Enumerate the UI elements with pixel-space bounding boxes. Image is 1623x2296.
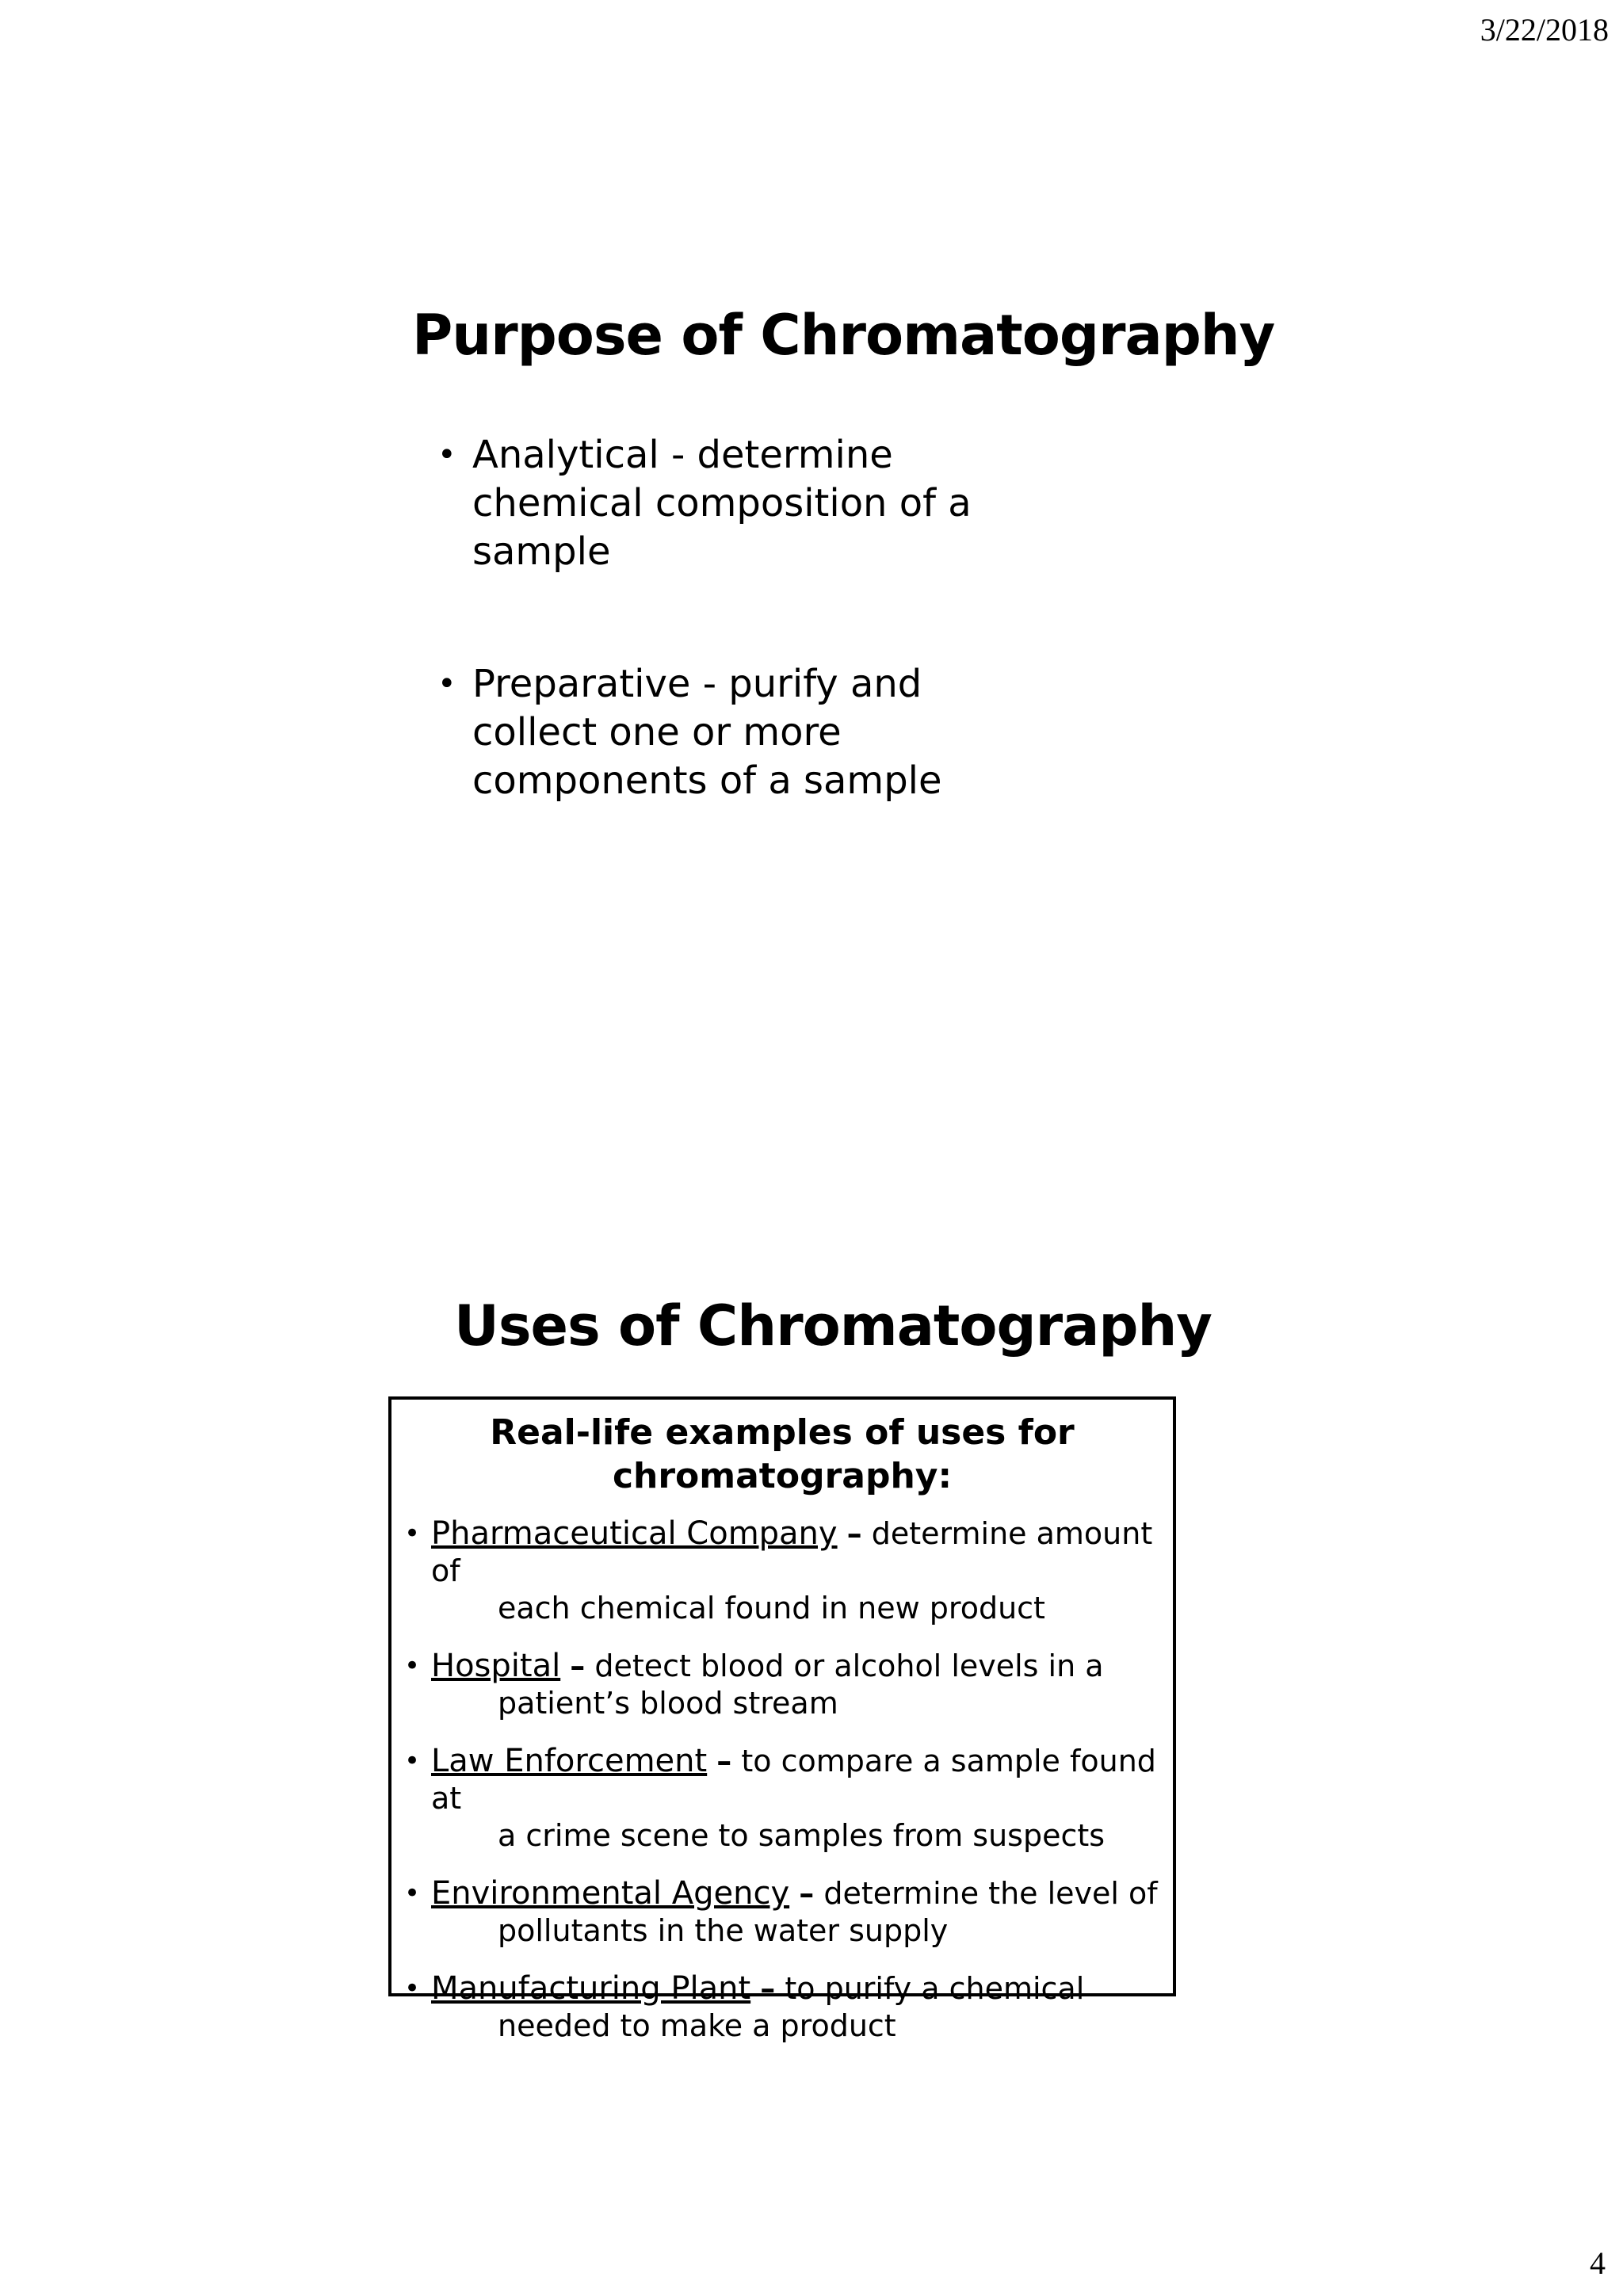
use-term: Pharmaceutical Company: [431, 1515, 838, 1552]
item-dash: –: [846, 1516, 862, 1551]
list-item: [391, 1875, 1173, 1950]
bullet-line: chemical composition of a: [472, 481, 972, 525]
bullet-marker: •: [404, 1518, 421, 1549]
bullet-line: Analytical - determine: [472, 433, 893, 477]
bullet-line: components of a sample: [472, 758, 942, 803]
item-dash: –: [799, 1876, 815, 1911]
use-term: Environmental Agency: [431, 1875, 790, 1912]
bullet-line: collect one or more: [472, 710, 842, 755]
use-term: Manufacturing Plant: [431, 1970, 751, 2007]
purpose-bullet-list: [428, 431, 1030, 889]
item-dash: –: [760, 1971, 776, 2006]
item-continuation: each chemical found in new product: [498, 1591, 1045, 1626]
uses-list: [391, 1515, 1173, 2045]
item-description: detect blood or alcohol levels in a: [594, 1648, 1104, 1683]
item-first-line: [431, 1515, 1173, 1590]
page-number: 4: [1590, 2245, 1606, 2281]
box-heading-line: Real-life examples of uses for: [490, 1412, 1075, 1453]
bullet-marker: •: [404, 1745, 421, 1777]
box-heading-line: chromatography:: [612, 1456, 953, 1496]
bullet-marker: •: [404, 1878, 421, 1909]
uses-examples-box: [388, 1396, 1176, 2043]
item-description: determine amount of: [431, 1516, 1153, 1588]
slide-title-purpose: Purpose of Chromatography: [412, 303, 1275, 368]
item-first-line: [431, 1970, 1173, 2008]
use-term: Law Enforcement: [431, 1743, 708, 1779]
bullet-marker: •: [437, 666, 456, 702]
item-continuation: a crime scene to samples from suspects: [498, 1818, 1106, 1853]
list-item: [391, 1648, 1173, 1722]
item-first-line: [431, 1743, 1173, 1817]
item-dash: –: [570, 1648, 586, 1683]
purpose-bullet-preparative: [428, 660, 1030, 805]
list-item: [391, 1743, 1173, 1855]
box-heading: [423, 1411, 1141, 1498]
bullet-marker: •: [404, 1650, 421, 1682]
item-continuation: patient’s blood stream: [498, 1686, 838, 1721]
list-item: [391, 1970, 1173, 2045]
item-description: to purify a chemical: [785, 1971, 1085, 2006]
bullet-marker: •: [437, 437, 456, 473]
list-item: [391, 1515, 1173, 1627]
item-first-line: [431, 1875, 1173, 1912]
item-first-line: [431, 1648, 1173, 1685]
item-description: to compare a sample found at: [431, 1744, 1156, 1816]
item-dash: –: [716, 1744, 732, 1778]
slide-title-uses: Uses of Chromatography: [454, 1293, 1212, 1358]
item-continuation: needed to make a product: [498, 2008, 896, 2043]
item-continuation: pollutants in the water supply: [498, 1913, 949, 1948]
bullet-line: sample: [472, 529, 611, 574]
use-term: Hospital: [431, 1648, 561, 1684]
bullet-marker: •: [404, 1973, 421, 2004]
purpose-bullet-analytical: [428, 431, 1030, 576]
item-description: determine the level of: [823, 1876, 1158, 1911]
page-date: 3/22/2018: [1480, 12, 1609, 48]
bullet-line: Preparative - purify and: [472, 662, 922, 706]
